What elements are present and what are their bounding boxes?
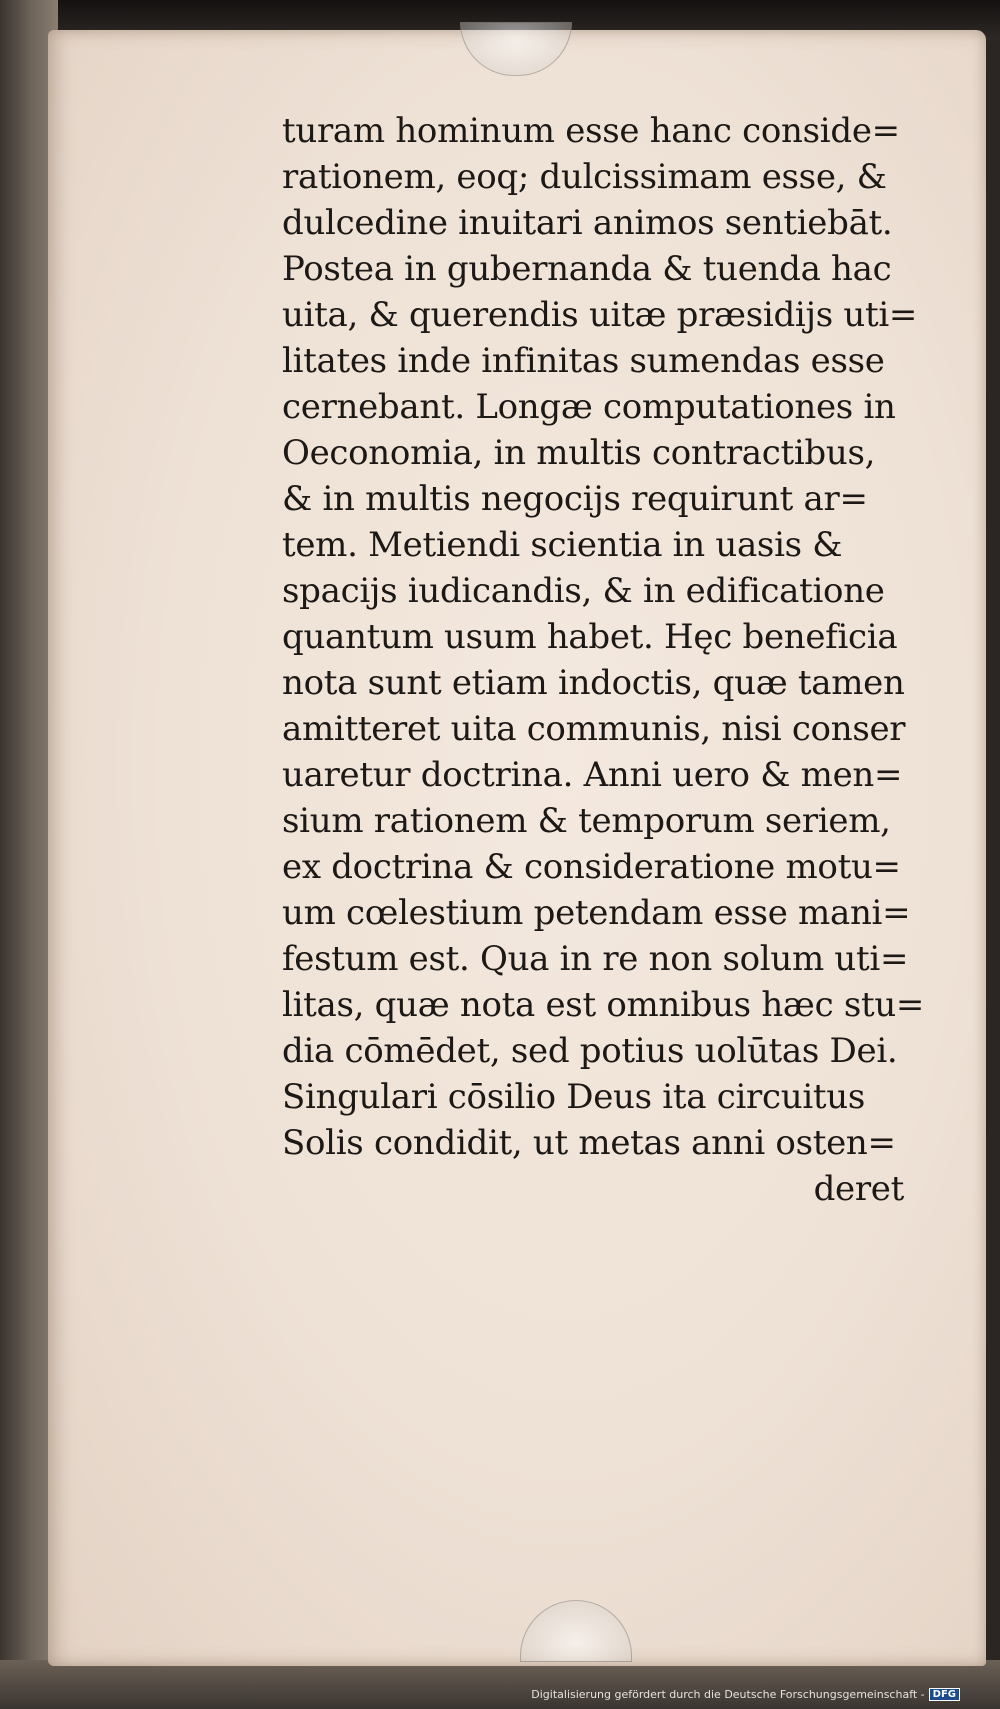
text-line: spacijs iudicandis, & in edificatione <box>282 571 885 611</box>
book-binding-bottom <box>0 1660 1000 1709</box>
text-line: turam hominum esse hanc conside= <box>282 111 900 151</box>
text-line: litas, quæ nota est omnibus hæc stu= <box>282 985 925 1025</box>
text-line: uaretur doctrina. Anni uero & men= <box>282 755 903 795</box>
text-line: Oeconomia, in multis contractibus, <box>282 433 876 473</box>
text-line: & in multis negocijs requirunt ar= <box>282 479 868 519</box>
text-line: Solis condidit, ut metas anni osten= <box>282 1123 896 1163</box>
credit-text: Digitalisierung gefördert durch die Deutsche Forschungsgemeinschaft - <box>531 1688 925 1701</box>
digitization-credit <box>531 1688 960 1701</box>
text-line: nota sunt etiam indoctis, quæ tamen <box>282 663 905 703</box>
text-line: dia cōmēdet, sed potius uolūtas Dei. <box>282 1031 898 1071</box>
text-line: festum est. Qua in re non solum uti= <box>282 939 909 979</box>
text-line: dulcedine inuitari animos sentiebāt. <box>282 203 893 243</box>
text-line: sium rationem & temporum seriem, <box>282 801 891 841</box>
text-line: ex doctrina & consideratione motu= <box>282 847 901 887</box>
text-line: rationem, eoq; dulcissimam esse, & <box>282 157 887 197</box>
text-line: tem. Metiendi scientia in uasis & <box>282 525 843 565</box>
page-text-block <box>282 108 925 1212</box>
text-line: quantum usum habet. Hęc beneficia <box>282 617 898 657</box>
catchword: deret <box>813 1169 904 1209</box>
text-line: um cœlestium petendam esse mani= <box>282 893 911 933</box>
text-line: Postea in gubernanda & tuenda hac <box>282 249 892 289</box>
text-line: amitteret uita communis, nisi conser <box>282 709 906 749</box>
text-line: cernebant. Longæ computationes in <box>282 387 896 427</box>
text-line: litates inde infinitas sumendas esse <box>282 341 885 381</box>
show-through-ghost-print <box>278 1226 478 1250</box>
text-line: uita, & querendis uitæ præsidijs uti= <box>282 295 918 335</box>
text-line: Singulari cōsilio Deus ita circuitus <box>282 1077 866 1117</box>
dfg-logo-icon: DFG <box>929 1688 960 1701</box>
